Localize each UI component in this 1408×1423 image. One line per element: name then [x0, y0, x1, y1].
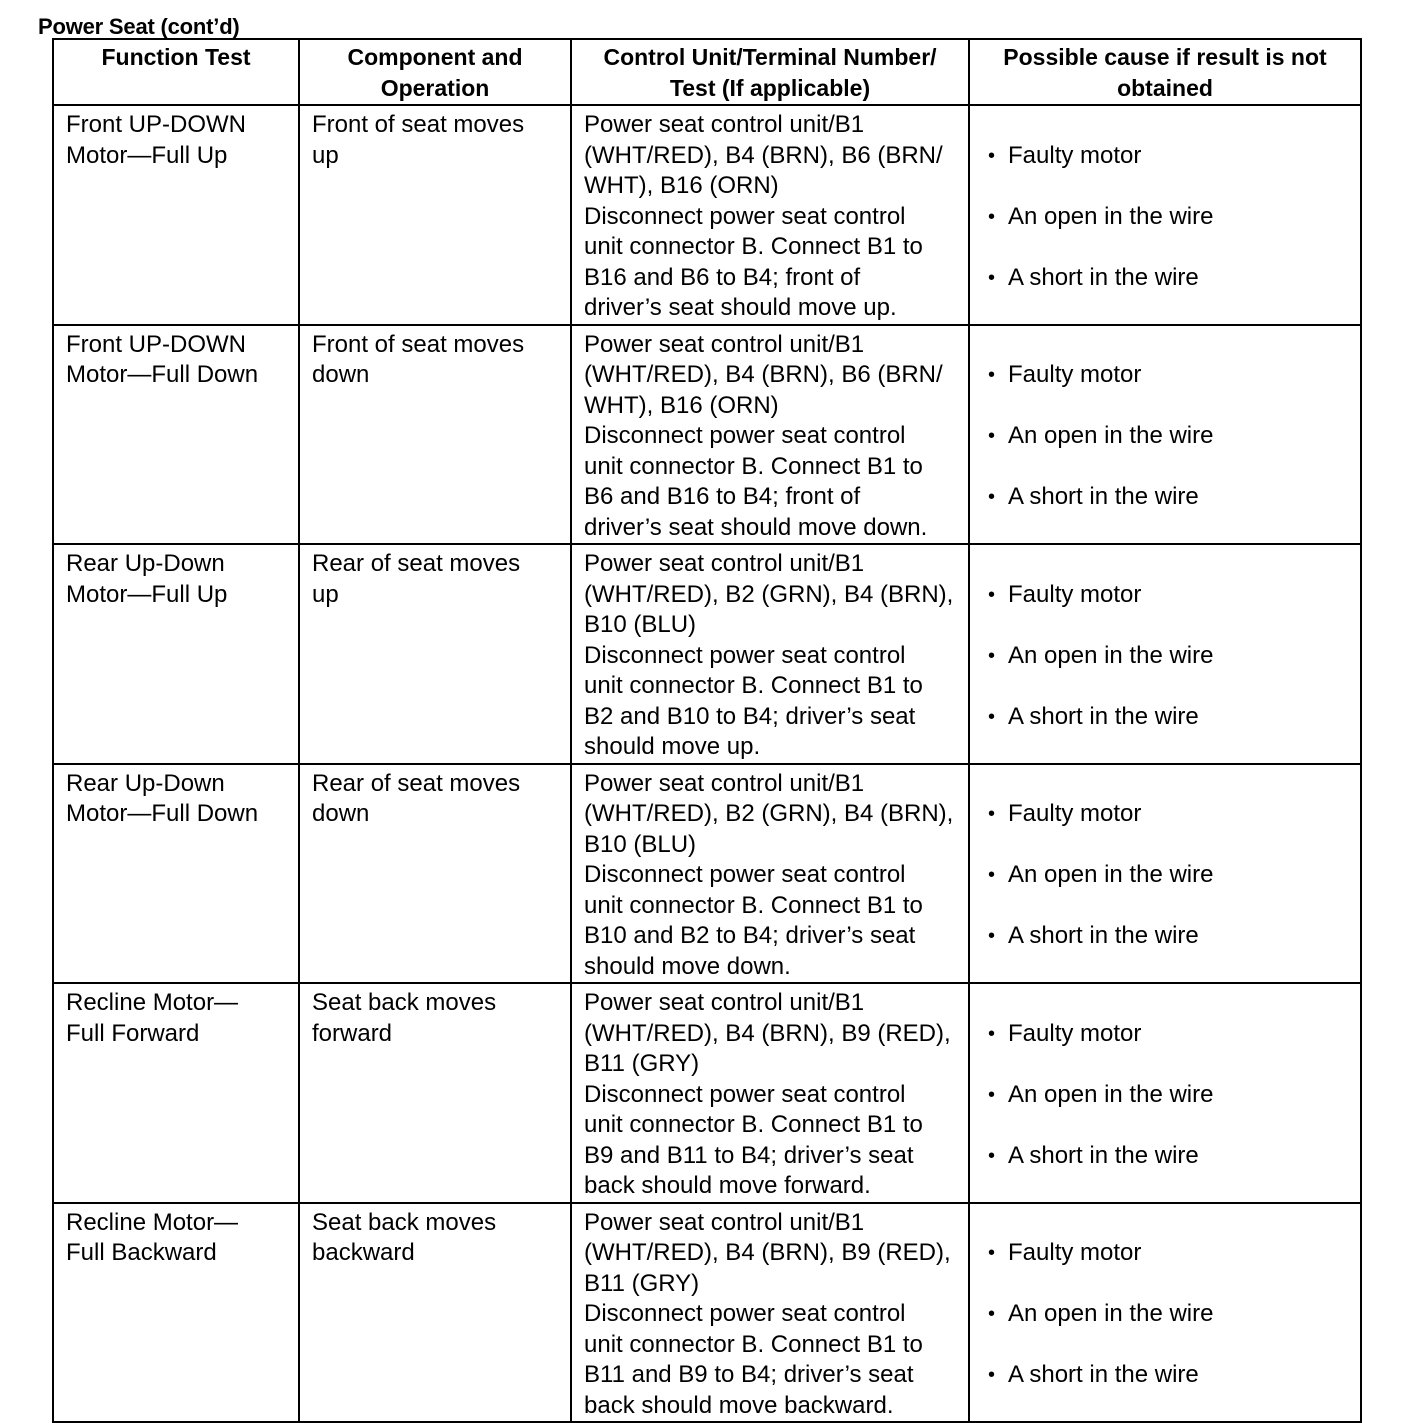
cause-cell: [969, 983, 1361, 1203]
terminal-list: Power seat control unit/B1 (WHT/RED), B4 (BRN), B9 (RED), B11 (GRY): [584, 1208, 951, 1297]
terminal-list: Power seat control unit/B1 (WHT/RED), B4 (BRN), B6 (BRN/ WHT), B16 (ORN): [584, 330, 943, 419]
cause-cell: [969, 105, 1361, 325]
test-procedure: Disconnect power seat control unit connector B. Connect B1 to B6 and B16 to B4; front of driver’s seat should move down.: [584, 422, 928, 541]
table-header-row: [53, 39, 1361, 105]
table-row: [53, 764, 1361, 984]
table-row: [53, 983, 1361, 1203]
component-cell: Front of seat moves down: [299, 325, 571, 545]
test-procedure: Disconnect power seat control unit connector B. Connect B1 to B16 and B6 to B4; front of driver’s seat should move up.: [584, 202, 923, 321]
cause-item: • An open in the wire: [988, 860, 1352, 891]
cause-item: • Faulty motor: [988, 799, 1352, 830]
header-possible-cause: Possible cause if result is not obtained: [969, 39, 1361, 105]
header-control-unit-terminal: Control Unit/Terminal Number/ Test (If applicable): [571, 39, 969, 105]
terminal-list: Power seat control unit/B1 (WHT/RED), B4 (BRN), B9 (RED), B11 (GRY): [584, 989, 951, 1077]
control-cell: [571, 1203, 969, 1423]
table-row: [53, 544, 1361, 764]
cause-item: • Faulty motor: [988, 1238, 1352, 1269]
cause-cell: [969, 1203, 1361, 1423]
test-procedure: Disconnect power seat control unit connector B. Connect B1 to B10 and B2 to B4; driver’s seat should move down.: [584, 861, 923, 980]
component-cell: Rear of seat moves up: [299, 544, 571, 764]
table-row: [53, 325, 1361, 545]
test-procedure: Disconnect power seat control unit connector B. Connect B1 to B2 and B10 to B4; driver’s seat should move up.: [584, 641, 923, 760]
cause-item: • An open in the wire: [988, 641, 1352, 672]
table-row: [53, 105, 1361, 325]
cause-item: • A short in the wire: [988, 1360, 1352, 1391]
cause-item: • An open in the wire: [988, 202, 1352, 233]
function-test-cell: Rear Up-Down Motor—Full Down: [53, 764, 299, 984]
table-row: [53, 1203, 1361, 1423]
function-test-cell: Rear Up-Down Motor—Full Up: [53, 544, 299, 764]
power-seat-function-test-table: [52, 38, 1362, 1423]
cause-item: • An open in the wire: [988, 1299, 1352, 1330]
test-procedure: Disconnect power seat control unit connector B. Connect B1 to B11 and B9 to B4; driver’s seat back should move backward.: [584, 1300, 923, 1419]
cause-cell: [969, 764, 1361, 984]
header-component-operation: Component and Operation: [299, 39, 571, 105]
terminal-list: Power seat control unit/B1 (WHT/RED), B4 (BRN), B6 (BRN/ WHT), B16 (ORN): [584, 111, 943, 199]
cause-item: • A short in the wire: [988, 921, 1352, 952]
cause-item: • Faulty motor: [988, 1019, 1352, 1050]
terminal-list: Power seat control unit/B1 (WHT/RED), B2 (GRN), B4 (BRN), B10 (BLU): [584, 769, 954, 858]
control-cell: [571, 544, 969, 764]
cause-item: • A short in the wire: [988, 1141, 1352, 1172]
control-cell: [571, 983, 969, 1203]
cause-item: • Faulty motor: [988, 360, 1352, 391]
cause-item: • A short in the wire: [988, 702, 1352, 733]
function-test-cell: Recline Motor— Full Backward: [53, 1203, 299, 1423]
function-test-cell: Front UP-DOWN Motor—Full Up: [53, 105, 299, 325]
control-cell: [571, 105, 969, 325]
control-cell: [571, 325, 969, 545]
cause-cell: [969, 544, 1361, 764]
test-procedure: Disconnect power seat control unit connector B. Connect B1 to B9 and B11 to B4; driver’s seat back should move forward.: [584, 1080, 923, 1199]
header-function-test: Function Test: [53, 39, 299, 105]
terminal-list: Power seat control unit/B1 (WHT/RED), B2 (GRN), B4 (BRN), B10 (BLU): [584, 550, 954, 638]
cause-item: • An open in the wire: [988, 421, 1352, 452]
control-cell: [571, 764, 969, 984]
cause-item: • A short in the wire: [988, 482, 1352, 513]
function-test-cell: Front UP-DOWN Motor—Full Down: [53, 325, 299, 545]
cause-cell: [969, 325, 1361, 545]
page-title: Power Seat (cont’d): [38, 14, 240, 39]
component-cell: Seat back moves forward: [299, 983, 571, 1203]
function-test-cell: Recline Motor— Full Forward: [53, 983, 299, 1203]
component-cell: Front of seat moves up: [299, 105, 571, 325]
cause-item: • Faulty motor: [988, 141, 1352, 172]
cause-item: • An open in the wire: [988, 1080, 1352, 1111]
component-cell: Rear of seat moves down: [299, 764, 571, 984]
cause-item: • A short in the wire: [988, 263, 1352, 294]
cause-item: • Faulty motor: [988, 580, 1352, 611]
component-cell: Seat back moves backward: [299, 1203, 571, 1423]
